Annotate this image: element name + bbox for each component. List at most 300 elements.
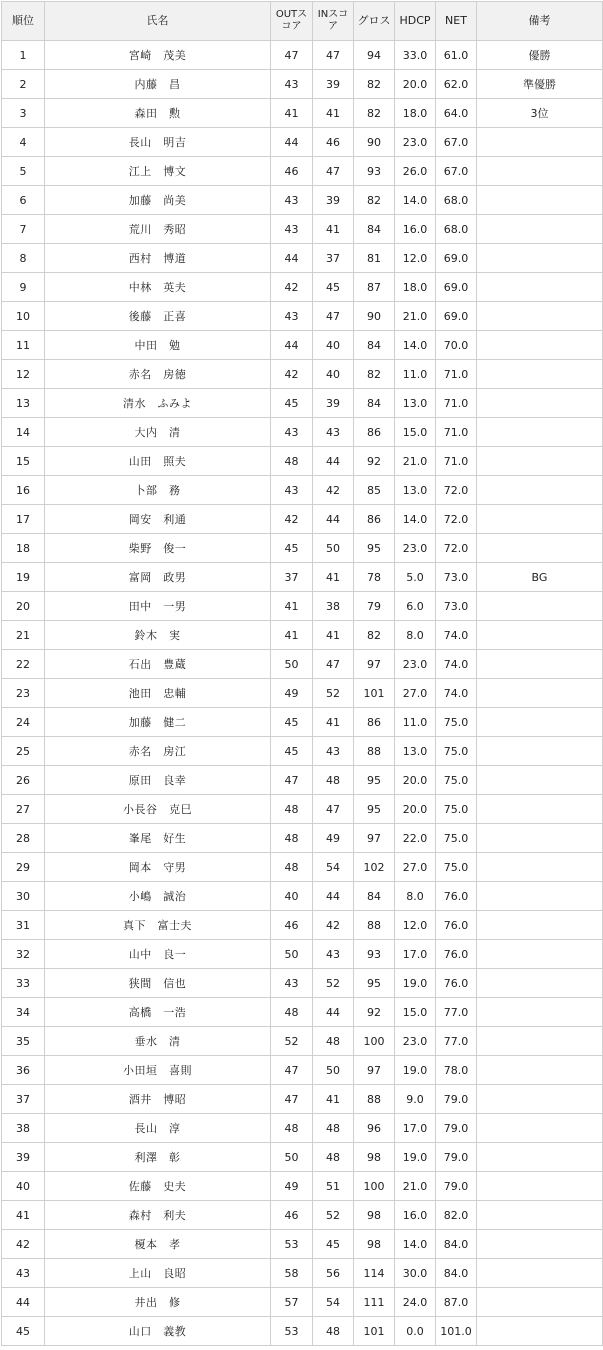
note-cell [477,302,603,331]
note-cell [477,360,603,389]
rank-cell: 42 [2,1230,45,1259]
table-row [2,650,603,679]
table-row [2,998,603,1027]
note-cell [477,1230,603,1259]
note-cell [477,273,603,302]
table-row [2,1114,603,1143]
note-cell [477,969,603,998]
gross-cell: 94 [354,41,395,70]
header-in-score: INスコア [313,2,354,41]
name-cell: 小田垣 喜則 [45,1056,271,1085]
header-rank: 順位 [2,2,45,41]
out-score-cell: 53 [271,1230,313,1259]
net-cell: 71.0 [436,447,477,476]
note-cell: BG [477,563,603,592]
out-score-cell: 49 [271,1172,313,1201]
name-cell: 鈴木 実 [45,621,271,650]
gross-cell: 90 [354,302,395,331]
hdcp-cell: 14.0 [395,186,436,215]
name-cell: 宮崎 茂美 [45,41,271,70]
note-cell [477,157,603,186]
rank-cell: 27 [2,795,45,824]
hdcp-cell: 12.0 [395,244,436,273]
out-score-cell: 47 [271,1056,313,1085]
table-row [2,99,603,128]
out-score-cell: 50 [271,1143,313,1172]
net-cell: 75.0 [436,708,477,737]
note-cell [477,882,603,911]
gross-cell: 82 [354,360,395,389]
gross-cell: 84 [354,882,395,911]
table-row [2,882,603,911]
net-cell: 71.0 [436,418,477,447]
in-score-cell: 44 [313,882,354,911]
table-row [2,41,603,70]
name-cell: 加藤 健二 [45,708,271,737]
gross-cell: 100 [354,1172,395,1201]
table-row [2,128,603,157]
rank-cell: 34 [2,998,45,1027]
hdcp-cell: 17.0 [395,1114,436,1143]
name-cell: 利澤 彰 [45,1143,271,1172]
gross-cell: 90 [354,128,395,157]
note-cell [477,1201,603,1230]
rank-cell: 25 [2,737,45,766]
table-row [2,447,603,476]
gross-cell: 97 [354,1056,395,1085]
gross-cell: 81 [354,244,395,273]
rank-cell: 33 [2,969,45,998]
net-cell: 75.0 [436,737,477,766]
net-cell: 84.0 [436,1230,477,1259]
net-cell: 67.0 [436,157,477,186]
net-cell: 79.0 [436,1172,477,1201]
note-cell: 3位 [477,99,603,128]
in-score-cell: 48 [313,1143,354,1172]
in-score-cell: 48 [313,1317,354,1346]
name-cell: 酒井 博昭 [45,1085,271,1114]
rank-cell: 43 [2,1259,45,1288]
rank-cell: 13 [2,389,45,418]
name-cell: 赤名 房徳 [45,360,271,389]
in-score-cell: 48 [313,1027,354,1056]
name-cell: 山中 良一 [45,940,271,969]
note-cell [477,1056,603,1085]
note-cell [477,418,603,447]
net-cell: 64.0 [436,99,477,128]
net-cell: 71.0 [436,360,477,389]
out-score-cell: 48 [271,1114,313,1143]
hdcp-cell: 20.0 [395,766,436,795]
header-hdcp: HDCP [395,2,436,41]
gross-cell: 93 [354,157,395,186]
out-score-cell: 45 [271,389,313,418]
in-score-cell: 52 [313,969,354,998]
header-row [2,2,603,41]
hdcp-cell: 17.0 [395,940,436,969]
hdcp-cell: 16.0 [395,215,436,244]
out-score-cell: 50 [271,650,313,679]
table-row [2,737,603,766]
out-score-cell: 45 [271,737,313,766]
net-cell: 77.0 [436,998,477,1027]
gross-cell: 92 [354,447,395,476]
hdcp-cell: 11.0 [395,360,436,389]
note-cell: 準優勝 [477,70,603,99]
out-score-cell: 48 [271,998,313,1027]
rank-cell: 7 [2,215,45,244]
rank-cell: 3 [2,99,45,128]
in-score-cell: 54 [313,853,354,882]
table-row [2,592,603,621]
note-cell [477,1114,603,1143]
note-cell [477,650,603,679]
table-row [2,679,603,708]
hdcp-cell: 19.0 [395,969,436,998]
name-cell: 森田 勲 [45,99,271,128]
note-cell [477,824,603,853]
rank-cell: 1 [2,41,45,70]
rank-cell: 19 [2,563,45,592]
in-score-cell: 41 [313,563,354,592]
header-out-score: OUTスコア [271,2,313,41]
name-cell: 中林 英夫 [45,273,271,302]
name-cell: 清水 ふみよ [45,389,271,418]
rank-cell: 39 [2,1143,45,1172]
out-score-cell: 57 [271,1288,313,1317]
note-cell [477,389,603,418]
note-cell [477,447,603,476]
hdcp-cell: 20.0 [395,70,436,99]
in-score-cell: 41 [313,99,354,128]
out-score-cell: 42 [271,360,313,389]
rank-cell: 8 [2,244,45,273]
in-score-cell: 47 [313,157,354,186]
gross-cell: 84 [354,389,395,418]
rank-cell: 30 [2,882,45,911]
out-score-cell: 41 [271,592,313,621]
table-row [2,476,603,505]
rank-cell: 41 [2,1201,45,1230]
gross-cell: 93 [354,940,395,969]
in-score-cell: 46 [313,128,354,157]
gross-cell: 79 [354,592,395,621]
rank-cell: 11 [2,331,45,360]
name-cell: 加藤 尚美 [45,186,271,215]
name-cell: 佐藤 史夫 [45,1172,271,1201]
in-score-cell: 44 [313,447,354,476]
note-cell [477,1288,603,1317]
rank-cell: 32 [2,940,45,969]
rank-cell: 12 [2,360,45,389]
table-row [2,215,603,244]
table-row [2,563,603,592]
name-cell: 後藤 正喜 [45,302,271,331]
out-score-cell: 44 [271,331,313,360]
out-score-cell: 44 [271,128,313,157]
name-cell: 池田 忠輔 [45,679,271,708]
note-cell [477,186,603,215]
name-cell: 長山 明吉 [45,128,271,157]
note-cell [477,592,603,621]
in-score-cell: 37 [313,244,354,273]
note-cell [477,737,603,766]
net-cell: 76.0 [436,940,477,969]
hdcp-cell: 27.0 [395,679,436,708]
gross-cell: 114 [354,1259,395,1288]
hdcp-cell: 14.0 [395,505,436,534]
name-cell: 柴野 俊一 [45,534,271,563]
note-cell [477,1259,603,1288]
rank-cell: 17 [2,505,45,534]
hdcp-cell: 18.0 [395,273,436,302]
rank-cell: 36 [2,1056,45,1085]
gross-cell: 111 [354,1288,395,1317]
table-row [2,1085,603,1114]
gross-cell: 88 [354,1085,395,1114]
hdcp-cell: 15.0 [395,418,436,447]
in-score-cell: 45 [313,1230,354,1259]
net-cell: 75.0 [436,766,477,795]
gross-cell: 102 [354,853,395,882]
in-score-cell: 42 [313,476,354,505]
note-cell: 優勝 [477,41,603,70]
net-cell: 82.0 [436,1201,477,1230]
gross-cell: 97 [354,650,395,679]
gross-cell: 97 [354,824,395,853]
gross-cell: 84 [354,331,395,360]
rank-cell: 4 [2,128,45,157]
gross-cell: 82 [354,621,395,650]
name-cell: 石出 豊蔵 [45,650,271,679]
name-cell: 田中 一男 [45,592,271,621]
note-cell [477,911,603,940]
net-cell: 76.0 [436,911,477,940]
name-cell: 峯尾 好生 [45,824,271,853]
hdcp-cell: 21.0 [395,1172,436,1201]
net-cell: 75.0 [436,824,477,853]
net-cell: 68.0 [436,186,477,215]
table-row [2,853,603,882]
table-row [2,1056,603,1085]
note-cell [477,1143,603,1172]
rank-cell: 14 [2,418,45,447]
in-score-cell: 40 [313,360,354,389]
out-score-cell: 43 [271,186,313,215]
in-score-cell: 40 [313,331,354,360]
in-score-cell: 50 [313,534,354,563]
rank-cell: 35 [2,1027,45,1056]
gross-cell: 98 [354,1143,395,1172]
net-cell: 79.0 [436,1114,477,1143]
rank-cell: 28 [2,824,45,853]
net-cell: 78.0 [436,1056,477,1085]
net-cell: 69.0 [436,273,477,302]
in-score-cell: 52 [313,679,354,708]
hdcp-cell: 12.0 [395,911,436,940]
net-cell: 74.0 [436,650,477,679]
table-row [2,534,603,563]
in-score-cell: 56 [313,1259,354,1288]
table-row [2,824,603,853]
out-score-cell: 46 [271,1201,313,1230]
table-row [2,795,603,824]
gross-cell: 78 [354,563,395,592]
table-row [2,186,603,215]
note-cell [477,476,603,505]
gross-cell: 96 [354,1114,395,1143]
hdcp-cell: 18.0 [395,99,436,128]
net-cell: 70.0 [436,331,477,360]
table-row [2,708,603,737]
name-cell: 小嶋 誠治 [45,882,271,911]
out-score-cell: 45 [271,534,313,563]
name-cell: 上山 良昭 [45,1259,271,1288]
note-cell [477,795,603,824]
in-score-cell: 47 [313,41,354,70]
gross-cell: 95 [354,766,395,795]
rank-cell: 37 [2,1085,45,1114]
in-score-cell: 52 [313,1201,354,1230]
note-cell [477,505,603,534]
in-score-cell: 39 [313,70,354,99]
gross-cell: 101 [354,679,395,708]
in-score-cell: 54 [313,1288,354,1317]
hdcp-cell: 23.0 [395,534,436,563]
name-cell: 中田 勉 [45,331,271,360]
net-cell: 72.0 [436,476,477,505]
hdcp-cell: 24.0 [395,1288,436,1317]
out-score-cell: 46 [271,157,313,186]
gross-cell: 98 [354,1201,395,1230]
in-score-cell: 43 [313,737,354,766]
name-cell: 岡本 守男 [45,853,271,882]
out-score-cell: 42 [271,505,313,534]
hdcp-cell: 19.0 [395,1056,436,1085]
table-row [2,302,603,331]
out-score-cell: 48 [271,447,313,476]
rank-cell: 15 [2,447,45,476]
in-score-cell: 39 [313,186,354,215]
table-row [2,418,603,447]
out-score-cell: 48 [271,853,313,882]
hdcp-cell: 6.0 [395,592,436,621]
gross-cell: 85 [354,476,395,505]
rank-cell: 16 [2,476,45,505]
note-cell [477,1027,603,1056]
in-score-cell: 47 [313,795,354,824]
gross-cell: 87 [354,273,395,302]
results-table [1,1,603,1346]
in-score-cell: 47 [313,302,354,331]
note-cell [477,766,603,795]
table-body [2,41,603,1346]
note-cell [477,679,603,708]
gross-cell: 82 [354,70,395,99]
out-score-cell: 58 [271,1259,313,1288]
net-cell: 71.0 [436,389,477,418]
rank-cell: 26 [2,766,45,795]
gross-cell: 101 [354,1317,395,1346]
table-row [2,1288,603,1317]
net-cell: 73.0 [436,563,477,592]
name-cell: 内藤 昌 [45,70,271,99]
hdcp-cell: 19.0 [395,1143,436,1172]
note-cell [477,128,603,157]
hdcp-cell: 13.0 [395,737,436,766]
rank-cell: 2 [2,70,45,99]
note-cell [477,244,603,273]
out-score-cell: 47 [271,766,313,795]
out-score-cell: 53 [271,1317,313,1346]
table-row [2,1230,603,1259]
name-cell: 小長谷 克巳 [45,795,271,824]
name-cell: 原田 良幸 [45,766,271,795]
rank-cell: 21 [2,621,45,650]
out-score-cell: 43 [271,70,313,99]
net-cell: 62.0 [436,70,477,99]
out-score-cell: 41 [271,621,313,650]
net-cell: 72.0 [436,534,477,563]
note-cell [477,331,603,360]
out-score-cell: 43 [271,476,313,505]
rank-cell: 40 [2,1172,45,1201]
out-score-cell: 43 [271,215,313,244]
hdcp-cell: 20.0 [395,795,436,824]
gross-cell: 95 [354,795,395,824]
table-row [2,157,603,186]
name-cell: 荒川 秀昭 [45,215,271,244]
hdcp-cell: 23.0 [395,650,436,679]
out-score-cell: 40 [271,882,313,911]
hdcp-cell: 21.0 [395,302,436,331]
table-row [2,1201,603,1230]
out-score-cell: 41 [271,99,313,128]
name-cell: 山口 義教 [45,1317,271,1346]
name-cell: 西村 博道 [45,244,271,273]
hdcp-cell: 11.0 [395,708,436,737]
in-score-cell: 48 [313,766,354,795]
gross-cell: 82 [354,99,395,128]
table-row [2,940,603,969]
gross-cell: 95 [354,534,395,563]
header-gross: グロス [354,2,395,41]
table-row [2,360,603,389]
table-row [2,331,603,360]
hdcp-cell: 22.0 [395,824,436,853]
hdcp-cell: 8.0 [395,882,436,911]
note-cell [477,1085,603,1114]
rank-cell: 31 [2,911,45,940]
out-score-cell: 50 [271,940,313,969]
name-cell: 山田 照夫 [45,447,271,476]
rank-cell: 45 [2,1317,45,1346]
rank-cell: 24 [2,708,45,737]
hdcp-cell: 21.0 [395,447,436,476]
rank-cell: 9 [2,273,45,302]
out-score-cell: 47 [271,1085,313,1114]
table-header [2,2,603,41]
name-cell: 長山 淳 [45,1114,271,1143]
gross-cell: 98 [354,1230,395,1259]
note-cell [477,853,603,882]
table-row [2,1143,603,1172]
hdcp-cell: 23.0 [395,128,436,157]
in-score-cell: 44 [313,505,354,534]
hdcp-cell: 14.0 [395,331,436,360]
hdcp-cell: 8.0 [395,621,436,650]
hdcp-cell: 9.0 [395,1085,436,1114]
